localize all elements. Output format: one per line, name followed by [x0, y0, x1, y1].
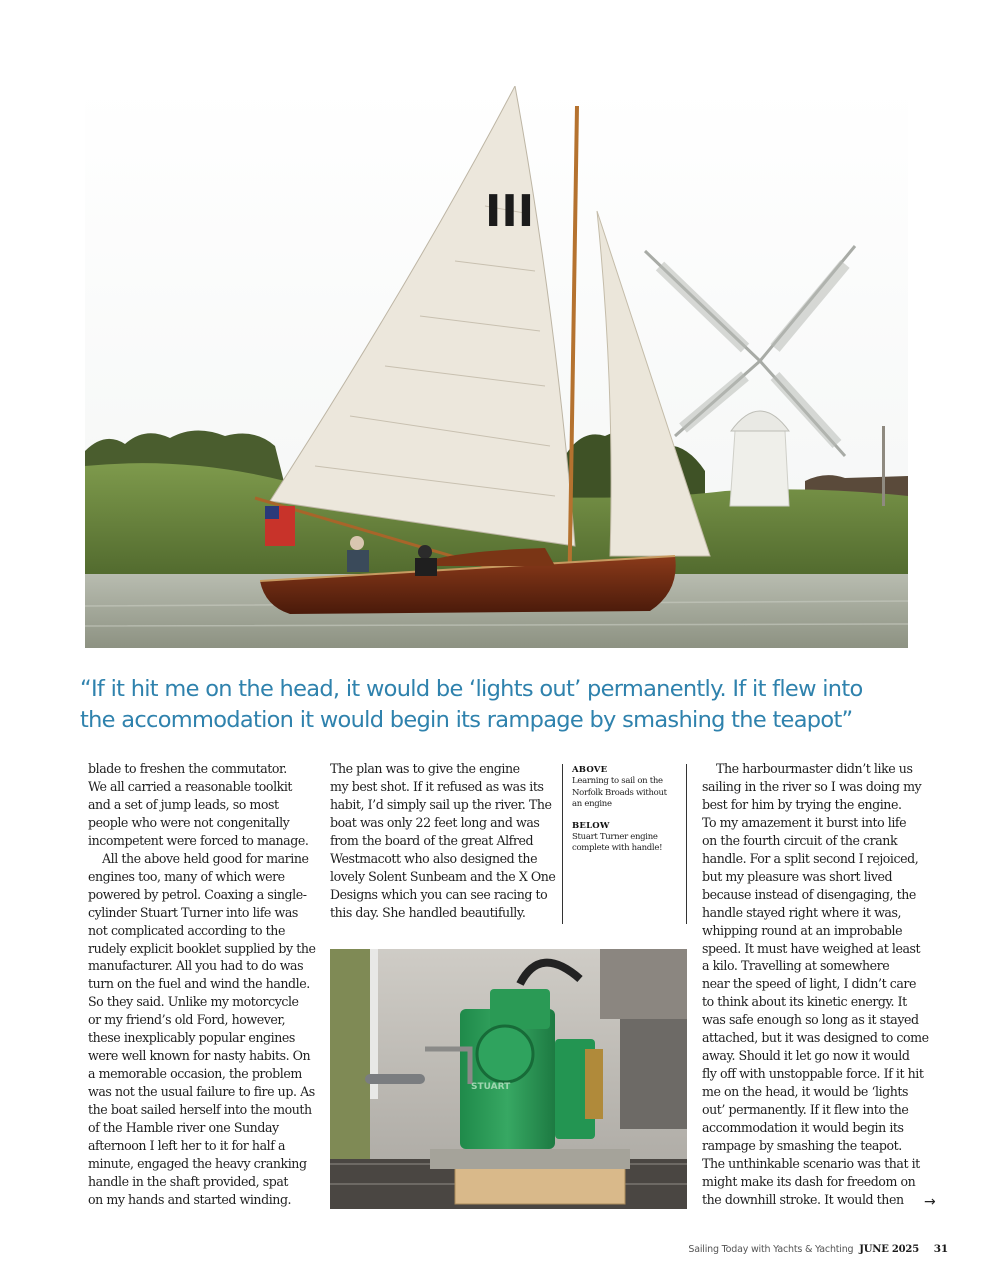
- text-line: might make its dash for freedom on: [702, 1173, 916, 1189]
- text-line: but my pleasure was short lived: [702, 868, 893, 884]
- pull-quote-line: “If it hit me on the head, it would be ‘lights out’ permanently. If it flew into: [80, 676, 863, 702]
- issue-date: JUNE 2025: [859, 1244, 919, 1255]
- text-line: rampage by smashing the teapot.: [702, 1138, 902, 1154]
- text-line: out’ permanently. If it flew into the: [702, 1102, 909, 1118]
- text-line: fly off with unstoppable force. If it hit: [702, 1066, 924, 1082]
- text-line: manufacturer. All you had to do was: [88, 958, 304, 974]
- text-line: blade to freshen the commutator.: [88, 761, 287, 776]
- text-line: people who were not congenitally: [88, 814, 290, 830]
- caption-line: complete with handle!: [572, 843, 663, 853]
- caption-line: Learning to sail on the: [572, 776, 663, 786]
- text-line: away. Should it let go now it would: [702, 1048, 910, 1064]
- text-line: We all carried a reasonable toolkit: [88, 778, 293, 794]
- text-line: minute, engaged the heavy cranking: [88, 1155, 307, 1171]
- caption-label: ABOVE: [572, 765, 608, 775]
- body-column-4: [702, 760, 929, 1209]
- text-line: a kilo. Travelling at somewhere: [702, 958, 890, 974]
- text-line: accommodation it would begin its: [702, 1120, 904, 1136]
- text-line: boat was only 22 feet long and was: [330, 814, 540, 830]
- text-line: near the speed of light, I didn’t care: [702, 976, 917, 992]
- magazine-name: Sailing Today with Yachts & Yachting: [688, 1244, 854, 1255]
- text-line: were well known for nasty habits. On: [88, 1048, 311, 1064]
- text-line: handle stayed right where it was,: [702, 904, 902, 920]
- pull-quote-line: the accommodation it would begin its rampage by smashing the teapot”: [80, 707, 853, 733]
- svg-text:III: III: [485, 186, 535, 237]
- text-line: was not the usual failure to fire up. As: [88, 1084, 315, 1100]
- caption-line: an engine: [572, 799, 612, 809]
- continue-arrow-icon: →: [924, 1194, 936, 1210]
- text-line: sailing in the river so I was doing my: [702, 778, 922, 794]
- text-line: All the above held good for marine: [102, 850, 309, 866]
- text-line: So they said. Unlike my motorcycle: [88, 994, 299, 1010]
- text-line: attached, but it was designed to come: [702, 1030, 929, 1046]
- body-column-1: [88, 760, 316, 1209]
- text-line: not complicated according to the: [88, 922, 285, 938]
- text-line: because instead of disengaging, the: [702, 886, 916, 902]
- photo-sailing-boat: [85, 86, 908, 648]
- text-line: cylinder Stuart Turner into life was: [88, 904, 298, 920]
- text-line: was safe enough so long as it stayed: [702, 1012, 919, 1028]
- text-line: The plan was to give the engine: [330, 761, 520, 776]
- text-line: rudely explicit booklet supplied by the: [88, 940, 316, 956]
- engine-badge: [471, 1082, 511, 1092]
- page-number: 31: [933, 1243, 948, 1255]
- photo-stuart-turner-engine: [330, 949, 687, 1209]
- caption-below: [572, 820, 686, 855]
- page-footer: [560, 1243, 948, 1255]
- text-line: on the fourth circuit of the crank: [702, 832, 898, 848]
- photo-captions: [562, 764, 687, 924]
- text-line: turn on the fuel and wind the handle.: [88, 976, 310, 992]
- svg-text:STUART: STUART: [471, 1082, 511, 1092]
- text-line: lovely Solent Sunbeam and the X One: [330, 868, 556, 884]
- text-line: speed. It must have weighed at least: [702, 940, 921, 956]
- sail-number: [485, 186, 534, 237]
- caption-label: BELOW: [572, 820, 610, 831]
- text-line: the boat sailed herself into the mouth: [88, 1102, 312, 1118]
- caption-above: [572, 764, 686, 811]
- text-line: from the board of the great Alfred: [330, 832, 534, 848]
- text-line: my best shot. If it refused as was its: [330, 778, 544, 794]
- text-line: whipping round at an improbable: [702, 922, 903, 938]
- text-line: habit, I’d simply sail up the river. The: [330, 796, 552, 812]
- text-line: and a set of jump leads, so most: [88, 796, 279, 812]
- text-line: The harbourmaster didn’t like us: [716, 761, 913, 776]
- caption-line: Norfolk Broads without: [572, 787, 667, 798]
- text-line: on my hands and started winding.: [88, 1191, 292, 1207]
- text-line: Westmacott who also designed the: [330, 850, 538, 866]
- text-line: to think about its kinetic energy. It: [702, 994, 907, 1010]
- body-column-2: [330, 760, 555, 922]
- text-line: these inexplicably popular engines: [88, 1030, 295, 1046]
- text-line: me on the head, it would be ‘lights: [702, 1084, 909, 1100]
- text-line: a memorable occasion, the problem: [88, 1066, 302, 1082]
- text-line: this day. She handled beautifully.: [330, 904, 526, 920]
- text-line: handle. For a split second I rejoiced,: [702, 850, 919, 866]
- text-line: best for him by trying the engine.: [702, 796, 902, 812]
- text-line: or my friend’s old Ford, however,: [88, 1012, 286, 1028]
- text-line: Designs which you can see racing to: [330, 886, 548, 902]
- text-line: afternoon I left her to it for half a: [88, 1138, 286, 1154]
- text-line: handle in the shaft provided, spat: [88, 1173, 289, 1189]
- text-line: To my amazement it burst into life: [702, 814, 907, 830]
- text-line: the downhill stroke. It would then: [702, 1191, 904, 1207]
- text-line: The unthinkable scenario was that it: [702, 1155, 920, 1171]
- caption-line: Stuart Turner engine: [572, 831, 658, 842]
- pull-quote: [80, 674, 900, 736]
- text-line: engines too, many of which were: [88, 868, 285, 884]
- text-line: of the Hamble river one Sunday: [88, 1120, 279, 1136]
- text-line: incompetent were forced to manage.: [88, 832, 309, 848]
- text-line: powered by petrol. Coaxing a single-: [88, 886, 307, 902]
